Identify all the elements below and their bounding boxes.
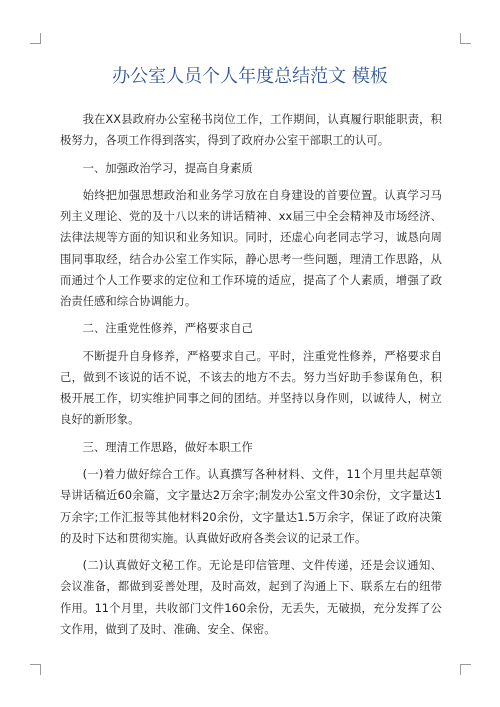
section-3-item-2: (二)认真做好文秘工作。无论是印信管理、文件传递，还是会议通知、会议准备，都做到妥善处理，及时高效，起到了沟通上下、联系左右的纽带作用。11个月里，共收部门文件160余份，无丢失，无破损，充分发挥了公文作用，做到了及时、准确、安全、保密。: [60, 559, 442, 636]
document-body: [60, 109, 442, 646]
document-title: 办公室人员个人年度总结范文 模板: [112, 66, 388, 87]
section-2-paragraph: 不断提升自身修养，严格要求自己。平时，注重党性修养，严格要求自己，做到不该说的话不说，不该去的地方不去。努力当好助手参谋角色，积极开展工作，切实维护同事之间的团结。并坚持以身作则，以诚待人，树立良好的新形象。: [60, 349, 442, 427]
corner-mark-bottom-left: [30, 664, 41, 675]
section-1-paragraph: 始终把加强思想政治和业务学习放在自身建设的首要位置。认真学习马列主义理论、党的及十八以来的讲话精神、xx届三中全会精神及市场经济、法律法规等方面的知识和业务知识。同时，还虚心向老同志学习，诚恳向周围同事取经，结合办公室工作实际，静心思考一些问题，理清工作思路，从而通过个人工作要求的定位和工作环境的适应，提高了个人素质，增强了政治责任感和综合协调能力。: [60, 188, 442, 308]
corner-mark-top-right: [460, 33, 471, 44]
section-heading-2: 二、注重党性修养，严格要求自己: [82, 322, 253, 336]
section-3-item-1: (一)着力做好综合工作。认真撰写各种材料、文件，11个月里共起草领导讲话稿近60余篇，文字量达2万余字;制发办公室文件30余份，文字量达1万余字;工作汇报等其他材料20余份，文字量达1.5万余字，保证了政府决策的及时下达和贯彻实施。认真做好政府各类会议的记录工作。: [60, 468, 442, 545]
section-heading-1: 一、加强政治学习，提高自身素质: [82, 161, 253, 175]
section-heading-3: 三、理清工作思路，做好本职工作: [82, 440, 253, 454]
corner-mark-top-left: [30, 33, 41, 44]
intro-paragraph: 我在XX县政府办公室秘书岗位工作，工作期间，认真履行职能职责，积极努力，各项工作得到落实，得到了政府办公室干部职工的认可。: [60, 113, 442, 148]
corner-mark-bottom-right: [460, 664, 471, 675]
